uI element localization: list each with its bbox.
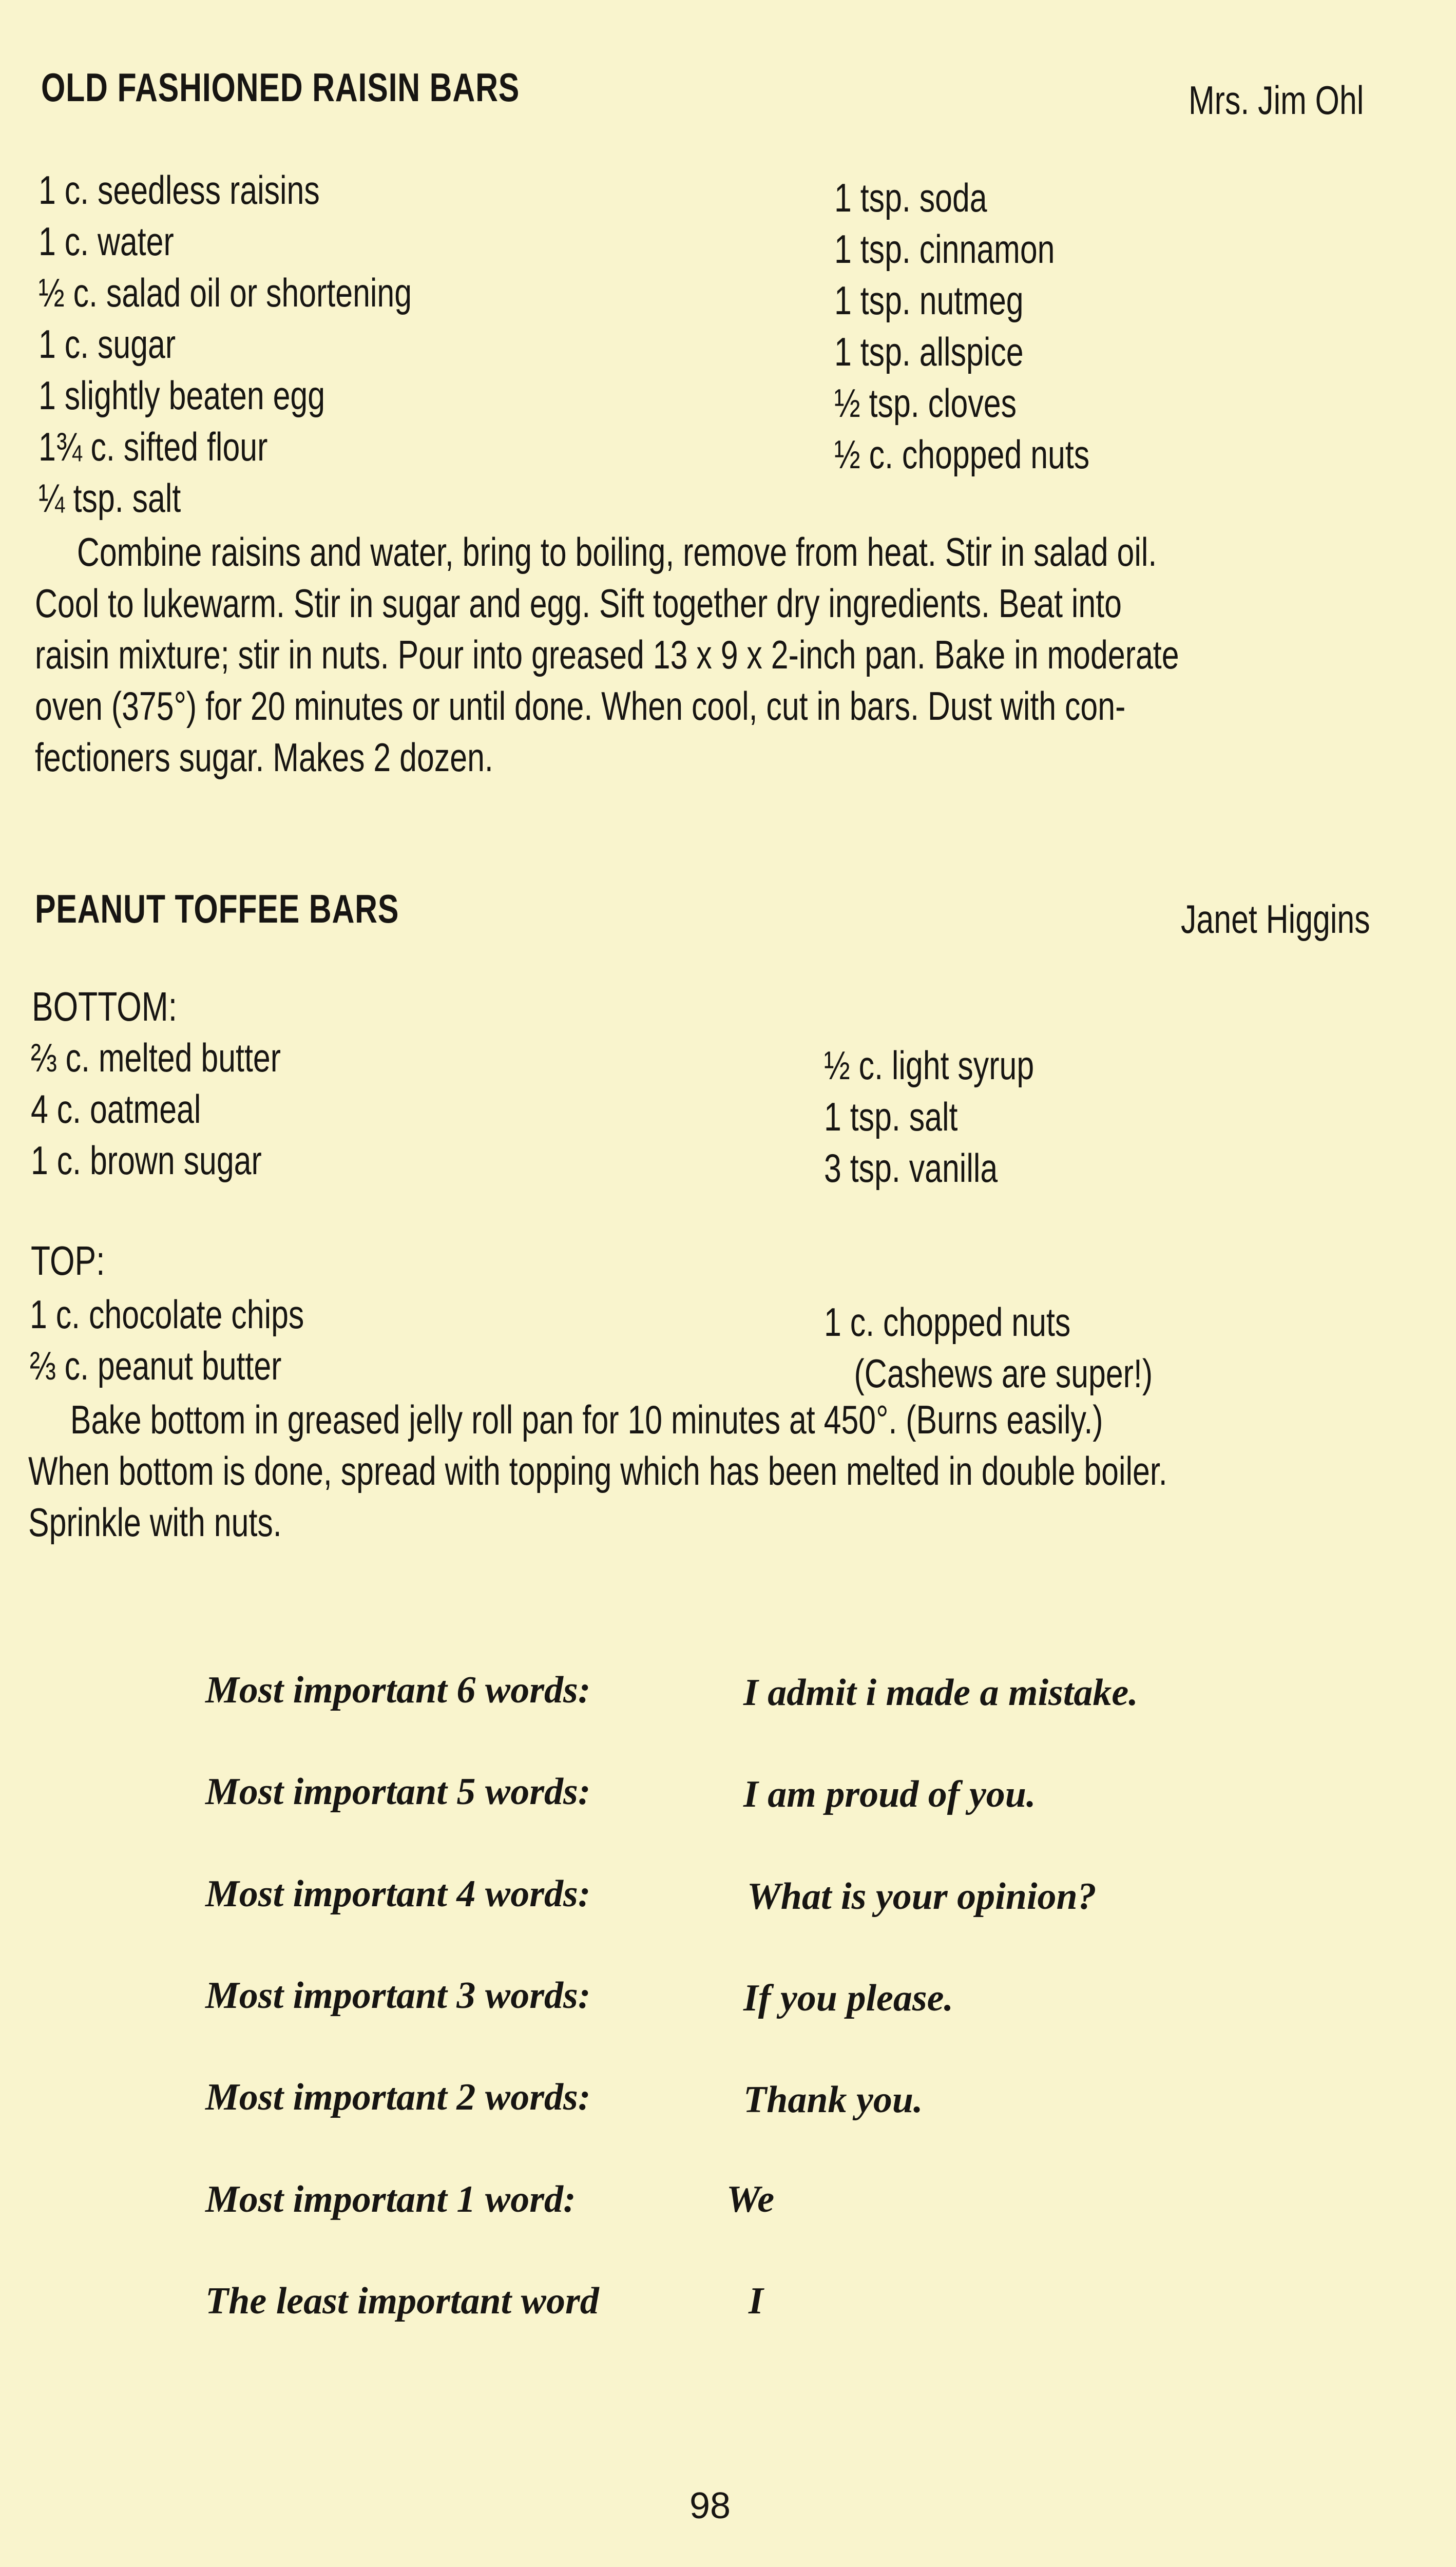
ingredient-item: 1 tsp. allspice xyxy=(834,329,1024,374)
recipe-title: PEANUT TOFFEE BARS xyxy=(35,886,399,931)
saying-label: Most important 4 words: xyxy=(205,1873,591,1915)
ingredients-right xyxy=(824,1296,1153,1399)
ingredient-item: 1 c. sugar xyxy=(39,321,176,367)
directions-line: raisin mixture; stir in nuts. Pour into greased 13 x 9 x 2-inch pan. Bake in moderate xyxy=(35,632,1179,677)
saying-label: Most important 2 words: xyxy=(205,2076,591,2118)
ingredient-item: 1 slightly beaten egg xyxy=(39,373,325,418)
ingredient-item: ⅔ c. peanut butter xyxy=(30,1343,282,1388)
saying-label: Most important 5 words: xyxy=(205,1771,591,1813)
ingredient-item: ½ c. chopped nuts xyxy=(834,432,1090,477)
directions-line: fectioners sugar. Makes 2 dozen. xyxy=(35,735,493,780)
ingredient-item: 1 c. chopped nuts xyxy=(824,1299,1071,1345)
saying-value: I xyxy=(749,2280,763,2322)
saying-value: If you please. xyxy=(743,1977,953,2019)
ingredients-right xyxy=(834,172,1089,480)
ingredient-item: ½ tsp. cloves xyxy=(834,380,1017,426)
ingredient-item: ⅔ c. melted butter xyxy=(31,1035,281,1080)
directions-line: Combine raisins and water, bring to boiling, remove from heat. Stir in salad oil. xyxy=(76,529,1157,574)
ingredient-item: 1 c. brown sugar xyxy=(31,1138,262,1183)
saying-label: Most important 3 words: xyxy=(205,1975,591,2017)
ingredient-item: ½ c. light syrup xyxy=(824,1043,1034,1088)
recipe-title: OLD FASHIONED RAISIN BARS xyxy=(41,65,520,110)
ingredients-left xyxy=(31,1032,281,1186)
directions-line: Sprinkle with nuts. xyxy=(28,1500,282,1545)
ingredient-item: 1 tsp. cinnamon xyxy=(834,226,1055,272)
page-number: 98 xyxy=(689,2485,731,2526)
saying-value: I am proud of you. xyxy=(743,1773,1036,1815)
ingredient-item: ½ c. salad oil or shortening xyxy=(39,270,412,315)
ingredient-item: ¼ tsp. salt xyxy=(39,475,181,521)
section-label: BOTTOM: xyxy=(32,984,178,1029)
ingredients-left xyxy=(39,164,412,524)
saying-label: The least important word xyxy=(205,2280,599,2322)
directions-line: oven (375°) for 20 minutes or until done. When cool, cut in bars. Dust with con- xyxy=(35,683,1126,729)
ingredient-item: 1 c. water xyxy=(39,219,174,264)
ingredients-right xyxy=(824,1040,1034,1194)
saying-value: We xyxy=(726,2178,775,2220)
ingredient-item: 1¾ c. sifted flour xyxy=(39,424,268,469)
ingredient-note: (Cashews are super!) xyxy=(854,1351,1153,1396)
saying-label: Most important 1 word: xyxy=(205,2178,576,2220)
saying-value: What is your opinion? xyxy=(747,1875,1097,1918)
section-label: TOP: xyxy=(31,1238,105,1284)
ingredient-item: 1 c. chocolate chips xyxy=(30,1292,304,1337)
directions-line: Cool to lukewarm. Stir in sugar and egg. Sift together dry ingredients. Beat into xyxy=(35,581,1122,626)
recipe-author: Mrs. Jim Ohl xyxy=(1189,78,1364,123)
directions-line: Bake bottom in greased jelly roll pan for 10 minutes at 450°. (Burns easily.) xyxy=(70,1397,1103,1442)
ingredient-item: 4 c. oatmeal xyxy=(31,1086,201,1132)
ingredients-left xyxy=(30,1289,304,1391)
ingredient-item: 1 tsp. nutmeg xyxy=(834,278,1024,323)
recipe-directions xyxy=(28,1394,1442,1548)
ingredient-item: 1 tsp. soda xyxy=(834,175,987,220)
recipe-directions xyxy=(35,526,1448,783)
ingredient-item: 3 tsp. vanilla xyxy=(824,1145,998,1191)
saying-label: Most important 6 words: xyxy=(205,1669,591,1711)
saying-value: Thank you. xyxy=(743,2079,923,2121)
ingredient-item: 1 c. seedless raisins xyxy=(39,167,320,213)
directions-line: When bottom is done, spread with topping which has been melted in double boiler. xyxy=(28,1448,1167,1493)
recipe-author: Janet Higgins xyxy=(1181,896,1370,942)
ingredient-item: 1 tsp. salt xyxy=(824,1094,958,1139)
saying-value: I admit i made a mistake. xyxy=(743,1672,1138,1714)
